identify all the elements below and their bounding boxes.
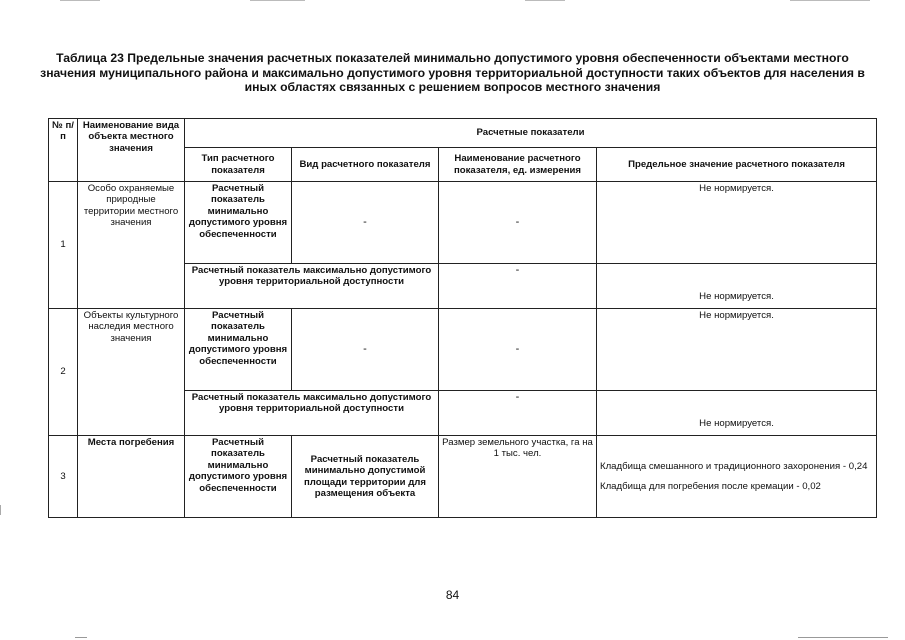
row-number-text: 1 <box>60 238 66 250</box>
limit-value-line: Кладбища смешанного и традиционного захоронения - 0,24 <box>600 461 868 473</box>
max-indicator-type: Расчетный показатель максимально допустимого уровня территориальной доступности <box>185 391 439 436</box>
max-indicator-name: - <box>439 391 597 436</box>
header-row <box>49 119 877 148</box>
table-row <box>49 309 877 391</box>
scan-edge-line <box>60 0 100 1</box>
scan-edge-line <box>790 0 870 1</box>
min-indicator-type: Расчетный показатель минимально допустимого уровня обеспеченности <box>185 436 292 518</box>
header-object-name: Наименование вида объекта местного значения <box>78 119 185 182</box>
min-limit-value <box>597 436 877 518</box>
scan-edge-line <box>75 637 87 638</box>
scan-edge-line <box>0 505 1 515</box>
table-title: Таблица 23 Предельные значения расчетных показателей минимально допустимого уровня обеспеченности объектами местного значения муниципального района и максимально допустимого уровня территориальной доступности таких объектов для населения в иных областях связанных с решением вопросов местного значения <box>40 51 865 95</box>
min-indicator-name: - <box>439 182 597 264</box>
scan-edge-line <box>250 0 305 1</box>
row-number <box>49 436 78 518</box>
header-group: Расчетные показатели <box>185 119 877 148</box>
min-indicator-kind: - <box>292 182 439 264</box>
min-indicator-name: Размер земельного участка, га на 1 тыс. чел. <box>439 436 597 518</box>
min-indicator-name: - <box>439 309 597 391</box>
header-limit-value: Предельное значение расчетного показателя <box>597 148 877 182</box>
header-indicator-type: Тип расчетного показателя <box>185 148 292 182</box>
object-name: Объекты культурного наследия местного значения <box>78 309 185 436</box>
row-number-text: 2 <box>60 366 66 378</box>
header-indicator-kind: Вид расчетного показателя <box>292 148 439 182</box>
row-number <box>49 309 78 436</box>
table-row <box>49 182 877 264</box>
object-name: Особо охраняемые природные территории местного значения <box>78 182 185 309</box>
table-row <box>49 436 877 518</box>
min-indicator-type: Расчетный показатель минимально допустимого уровня обеспеченности <box>185 182 292 264</box>
max-limit-value: Не нормируется. <box>597 264 877 309</box>
max-indicator-type: Расчетный показатель максимально допустимого уровня территориальной доступности <box>185 264 439 309</box>
max-indicator-name: - <box>439 264 597 309</box>
min-indicator-kind: Расчетный показатель минимально допустимой площади территории для размещения объекта <box>292 436 439 518</box>
min-limit-value: Не нормируется. <box>597 182 877 264</box>
min-indicator-kind: - <box>292 309 439 391</box>
row-number <box>49 182 78 309</box>
scan-edge-line <box>798 637 888 638</box>
header-num: № п/п <box>49 119 78 182</box>
max-limit-value: Не нормируется. <box>597 391 877 436</box>
header-indicator-name: Наименование расчетного показателя, ед. измерения <box>439 148 597 182</box>
limit-value-line: Кладбища для погребения после кремации - 0,02 <box>600 480 821 492</box>
min-indicator-type: Расчетный показатель минимально допустимого уровня обеспеченности <box>185 309 292 391</box>
min-limit-value: Не нормируется. <box>597 309 877 391</box>
object-name: Места погребения <box>78 436 185 518</box>
row-number-text: 3 <box>60 470 66 482</box>
page-number: 84 <box>445 588 460 602</box>
limits-table <box>48 118 877 518</box>
scan-edge-line <box>525 0 565 1</box>
